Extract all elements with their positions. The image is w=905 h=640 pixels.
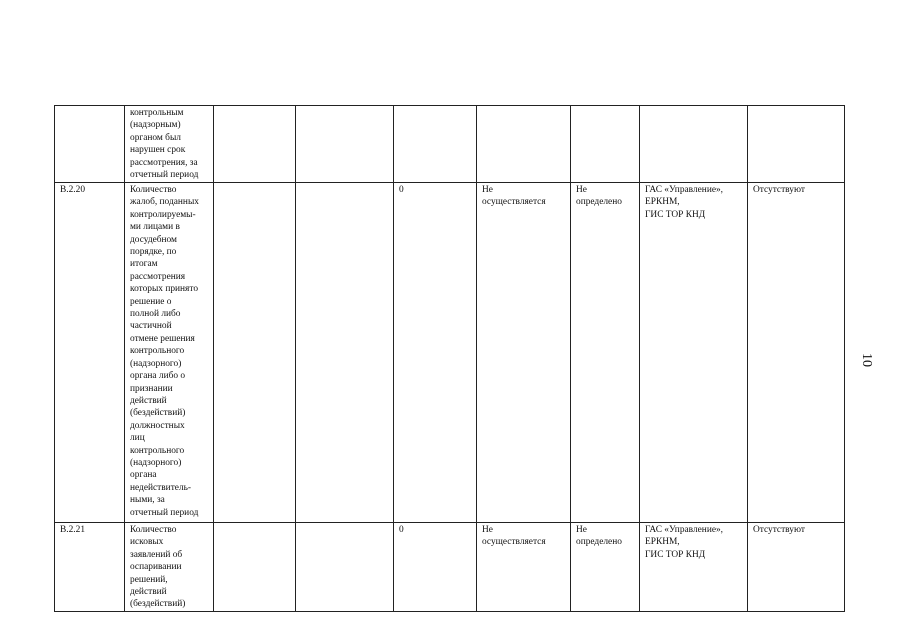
cell-implementation: Не осуществляется [477,523,571,612]
table-row-continuation [55,106,845,183]
table-row [55,183,845,523]
cell-determination: Не определено [571,183,640,523]
cell-implementation [477,106,571,183]
cell-col4 [296,183,394,523]
cell-note: Отсутствуют [748,523,845,612]
cell-code [55,106,125,183]
indicators-table [54,105,845,612]
table-row [55,523,845,612]
cell-col3 [214,106,296,183]
cell-col4 [296,106,394,183]
cell-note: Отсутствуют [748,183,845,523]
cell-sources: ГАС «Управление», ЕРКНМ, ГИС ТОР КНД [640,183,748,523]
cell-name: Количество исковых заявлений об оспаривании решений, действий (бездействий) [125,523,214,612]
cell-sources: ГАС «Управление», ЕРКНМ, ГИС ТОР КНД [640,523,748,612]
cell-determination: Не определено [571,523,640,612]
cell-code: В.2.20 [55,183,125,523]
cell-col3 [214,523,296,612]
page-number: 10 [859,353,874,367]
cell-implementation: Не осуществляется [477,183,571,523]
cell-note [748,106,845,183]
cell-col3 [214,183,296,523]
cell-name: Количество жалоб, поданных контролируемы- ми лицами в досудебном порядке, по итогам рассмотрения которых принято решение о полной либо частичной отмене решения контрольного (надзорного) органа либо о признании действий (бездействий) должностных лиц контрольного (надзорного) органа недействитель- ными, за отчетный период [125,183,214,523]
cell-code: В.2.21 [55,523,125,612]
cell-value: 0 [394,183,477,523]
cell-sources [640,106,748,183]
cell-determination [571,106,640,183]
cell-name: контрольным (надзорным) органом был нарушен срок рассмотрения, за отчетный период [125,106,214,183]
cell-col4 [296,523,394,612]
cell-value: 0 [394,523,477,612]
cell-value [394,106,477,183]
